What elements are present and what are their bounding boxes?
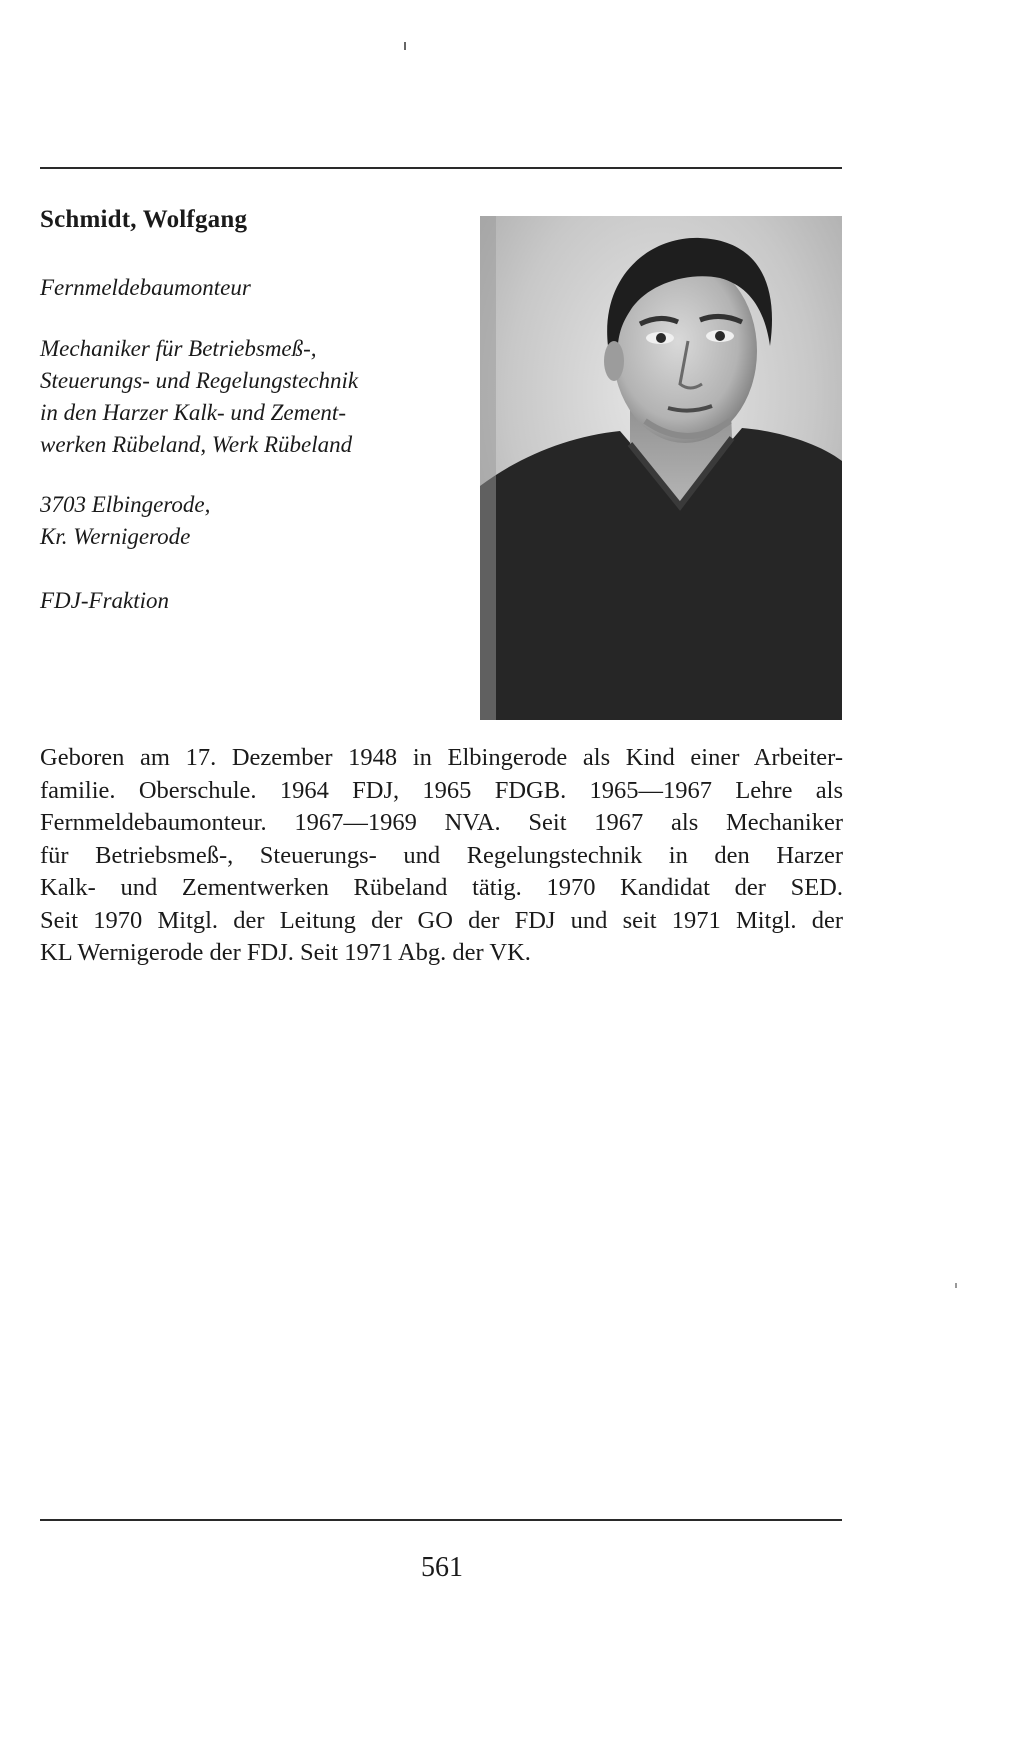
address-line: Kr. Wernigerode [40,524,191,549]
scan-mark [955,1283,957,1288]
footer-rule [40,1519,842,1521]
scan-mark [404,42,406,50]
person-name: Schmidt, Wolfgang [40,206,248,233]
page-number: 561 [421,1552,463,1583]
biography-line: Fernmeldebaumonteur. 1967—1969 NVA. Seit 1967 als Mechaniker [40,809,843,836]
workplace-line: in den Harzer Kalk- und Zement- [40,400,346,425]
workplace-line: werken Rübeland, Werk Rübeland [40,432,353,457]
biography-line: familie. Oberschule. 1964 FDJ, 1965 FDGB. 1965—1967 Lehre als [40,776,843,804]
biography-line: für Betriebsmeß-, Steuerungs- und Regelungstechnik in den Harzer [40,841,843,869]
workplace-line: Mechaniker für Betriebsmeß-, [40,336,317,361]
faction: FDJ-Fraktion [40,588,170,613]
biography-line: KL Wernigerode der FDJ. Seit 1971 Abg. der VK. [40,939,531,966]
biography [40,742,843,970]
workplace [40,333,460,461]
biography-line: Kalk- und Zementwerken Rübeland tätig. 1970 Kandidat der SED. [40,874,843,901]
header-rule [40,167,842,169]
portrait-photo [480,216,842,720]
workplace-line: Steuerungs- und Regelungstechnik [40,368,359,393]
address [40,489,460,553]
address-line: 3703 Elbingerode, [40,492,211,517]
biography-line: Geboren am 17. Dezember 1948 in Elbingerode als Kind einer Arbeiter- [40,744,843,771]
biography-line: Seit 1970 Mitgl. der Leitung der GO der FDJ und seit 1971 Mitgl. der [40,906,843,934]
profession: Fernmeldebaumonteur [40,275,251,300]
